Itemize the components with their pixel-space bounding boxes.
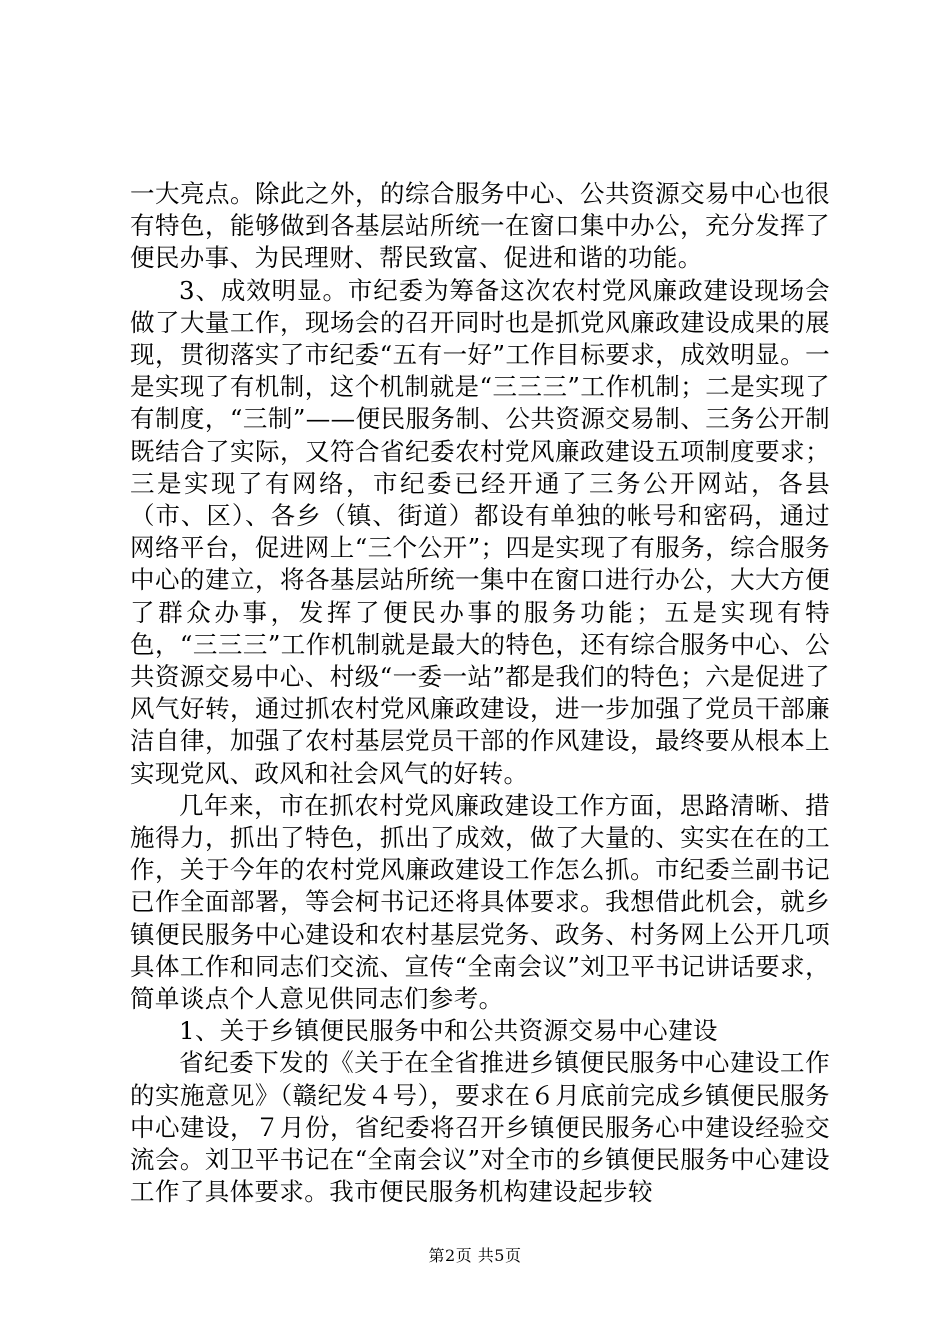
paragraph-1: 一大亮点。除此之外，的综合服务中心、公共资源交易中心也很有特色，能够做到各基层站所统一在窗口集中办公，充分发挥了便民办事、为民理财、帮民致富、促进和谐的功能。 [130,179,830,273]
paragraph-3: 几年来，市在抓农村党风廉政建设工作方面，思路清晰、措施得力，抓出了特色，抓出了成效，做了大量的、实实在在的工作，关于今年的农村党风廉政建设工作怎么抓。市纪委兰副书记已作全面部署，等会柯书记还将具体要求。我想借此机会，就乡镇便民服务中心建设和农村基层党务、政务、村务网上公开几项具体工作和同志们交流、宣传“全南会议”刘卫平书记讲话要求，简单谈点个人意见供同志们参考。 [130,790,830,1014]
paragraph-4: 省纪委下发的《关于在全省推进乡镇便民服务中心建设工作的实施意见》（赣纪发４号），要求在６月底前完成乡镇便民服务中心建设，７月份，省纪委将召开乡镇便民服务心中建设经验交流会。刘卫平书记在“全南会议”对全市的乡镇便民服务中心建设工作了具体要求。我市便民服务机构建设起步较 [130,1048,830,1207]
paragraph-2: 3、成效明显。市纪委为筹备这次农村党风廉政建设现场会做了大量工作，现场会的召开同时也是抓党风廉政建设成果的展现，贯彻落实了市纪委“五有一好”工作目标要求，成效明显。一是实现了有机制，这个机制就是“三三三”工作机制；二是实现了有制度，“三制”——便民服务制、公共资源交易制、三务公开制既结合了实际，又符合省纪委农村党风廉政建设五项制度要求；三是实现了有网络，市纪委已经开通了三务公开网站，各县（市、区）、各乡（镇、街道）都设有单独的帐号和密码，通过网络平台，促进网上“三个公开”；四是实现了有服务，综合服务中心的建立，将各基层站所统一集中在窗口进行办公，大大方便了群众办事，发挥了便民办事的服务功能；五是实现有特色，“三三三”工作机制就是最大的特色，还有综合服务中心、公共资源交易中心、村级“一委一站”都是我们的特色；六是促进了风气好转，通过抓农村党风廉政建设，进一步加强了党员干部廉洁自律，加强了农村基层党员干部的作风建设，最终要从根本上实现党风、政风和社会风气的好转。 [130,275,830,788]
page-number-footer: 第2页 共5页 [428,1246,522,1265]
section-heading: 1、关于乡镇便民服务中和公共资源交易中心建设 [179,1016,718,1046]
body-text [130,178,830,1209]
